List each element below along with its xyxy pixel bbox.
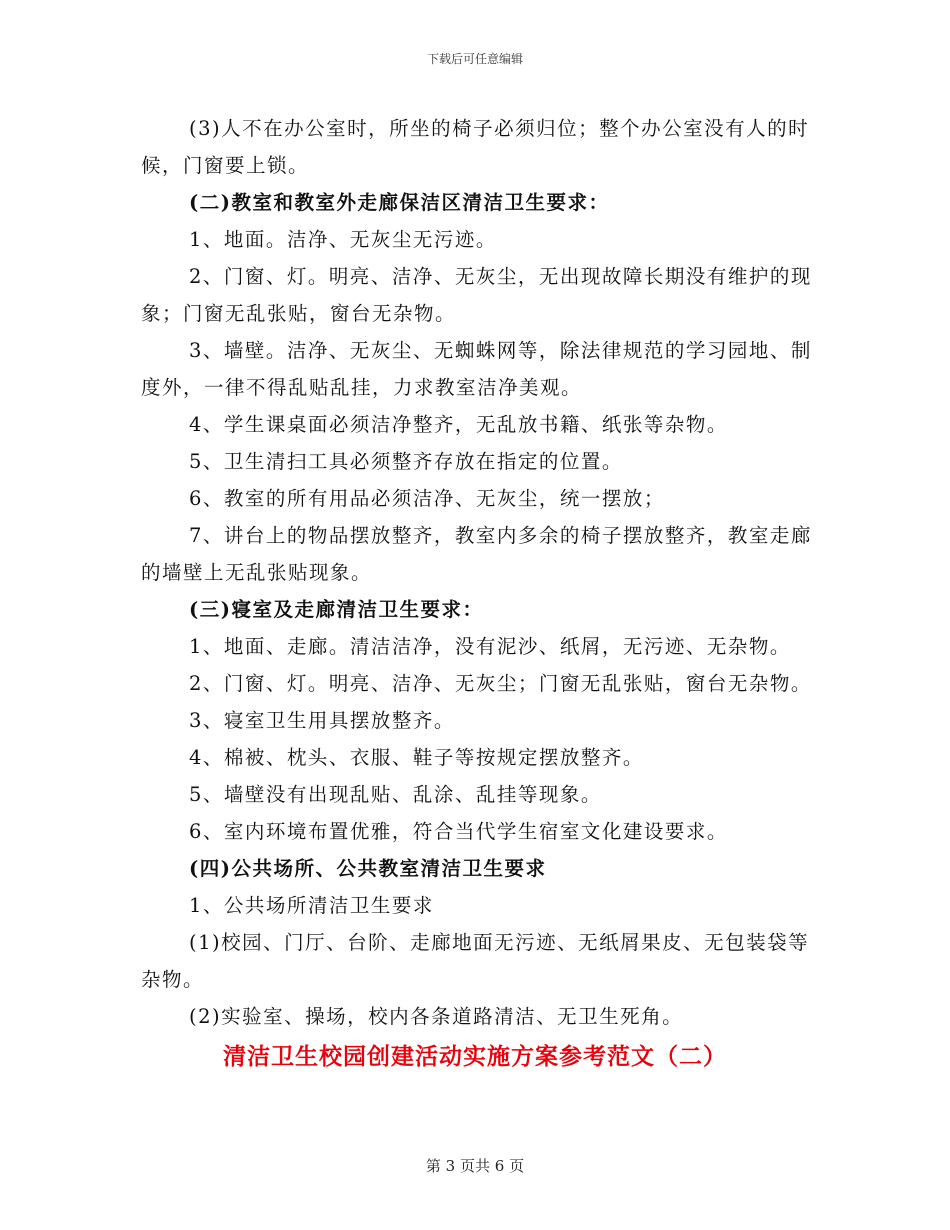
- heading-public-areas-hygiene: (四)公共场所、公共教室清洁卫生要求: [189, 857, 547, 880]
- heading-classroom-hygiene: (二)教室和教室外走廊保洁区清洁卫生要求：: [189, 191, 610, 214]
- paragraph-dorm-environment: 6、室内环境布置优雅，符合当代学生宿室文化建设要求。: [189, 820, 728, 843]
- paragraph-labs-roads: (2)实验室、操场，校内各条道路清洁、无卫生死角。: [189, 1005, 684, 1028]
- paragraph-classroom-walls: 3、墙壁。洁净、无灰尘、无蜘蛛网等，除法律规范的学习园地、制度外，一律不得乱贴乱挂，力求教室洁净美观。: [141, 339, 812, 399]
- document-body: [141, 110, 821, 1035]
- paragraph-dorm-windows: 2、门窗、灯。明亮、洁净、无灰尘；门窗无乱张贴，窗台无杂物。: [189, 672, 812, 695]
- paragraph-desks: 4、学生课桌面必须洁净整齐，无乱放书籍、纸张等杂物。: [189, 413, 728, 436]
- paragraph-office-chair-rule: (3)人不在办公室时，所坐的椅子必须归位；整个办公室没有人的时候，门窗要上锁。: [141, 117, 810, 177]
- paragraph-dorm-bedding: 4、棉被、枕头、衣服、鞋子等按规定摆放整齐。: [189, 746, 644, 769]
- paragraph-podium: 7、讲台上的物品摆放整齐，教室内多余的椅子摆放整齐，教室走廊的墙壁上无乱张贴现象。: [141, 524, 812, 584]
- page-number: 第 3 页共 6 页: [425, 1157, 525, 1175]
- page-header: 下载后可任意编辑: [426, 52, 523, 66]
- paragraph-cleaning-tools: 5、卫生清扫工具必须整齐存放在指定的位置。: [189, 450, 623, 473]
- paragraph-classroom-windows: 2、门窗、灯。明亮、洁净、无灰尘，无出现故障长期没有维护的现象；门窗无乱张贴，窗台无杂物。: [141, 265, 812, 325]
- paragraph-campus-grounds: (1)校园、门厅、台阶、走廊地面无污迹、无纸屑果皮、无包装袋等杂物。: [141, 931, 810, 991]
- paragraph-classroom-supplies: 6、教室的所有用品必须洁净、无灰尘，统一摆放；: [189, 487, 665, 510]
- section-title: 清洁卫生校园创建活动实施方案参考范文（二）: [223, 1043, 727, 1070]
- paragraph-dorm-tools: 3、寝室卫生用具摆放整齐。: [189, 709, 455, 732]
- paragraph-public-areas: 1、公共场所清洁卫生要求: [189, 894, 434, 917]
- paragraph-dorm-walls: 5、墙壁没有出现乱贴、乱涂、乱挂等现象。: [189, 783, 602, 806]
- paragraph-classroom-floor: 1、地面。洁净、无灰尘无污迹。: [189, 228, 497, 251]
- paragraph-dorm-floor: 1、地面、走廊。清洁洁净，没有泥沙、纸屑，无污迹、无杂物。: [189, 635, 791, 658]
- heading-dormitory-hygiene: (三)寝室及走廊清洁卫生要求：: [189, 598, 484, 621]
